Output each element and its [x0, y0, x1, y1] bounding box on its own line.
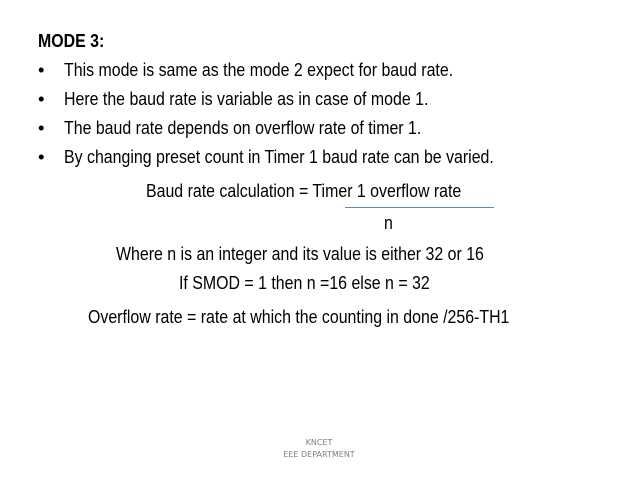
smod-line: If SMOD = 1 then n =16 else n = 32	[179, 272, 430, 293]
bullet-icon: •	[38, 146, 45, 167]
bullet-text: Here the baud rate is variable as in case of mode 1.	[64, 88, 429, 109]
slide-heading: MODE 3:	[38, 30, 105, 51]
footer-department: EEE DEPARTMENT	[283, 450, 355, 459]
bullet-icon: •	[38, 117, 45, 138]
bullet-text: By changing preset count in Timer 1 baud rate can be varied.	[64, 146, 494, 167]
bullet-text: The baud rate depends on overflow rate of timer 1.	[64, 117, 422, 138]
overflow-rate-line: Overflow rate = rate at which the counting in done /256-TH1	[88, 306, 510, 327]
footer-college: KNCET	[305, 438, 333, 447]
formula-line: Baud rate calculation = Timer 1 overflow rate	[146, 180, 462, 201]
footer	[0, 437, 638, 461]
formula-denominator: n	[384, 212, 393, 233]
bullet-icon: •	[38, 88, 45, 109]
bullet-text: This mode is same as the mode 2 expect for baud rate.	[64, 59, 454, 80]
fraction-divider	[345, 207, 494, 208]
bullet-icon: •	[38, 59, 45, 80]
where-line: Where n is an integer and its value is either 32 or 16	[116, 243, 484, 264]
